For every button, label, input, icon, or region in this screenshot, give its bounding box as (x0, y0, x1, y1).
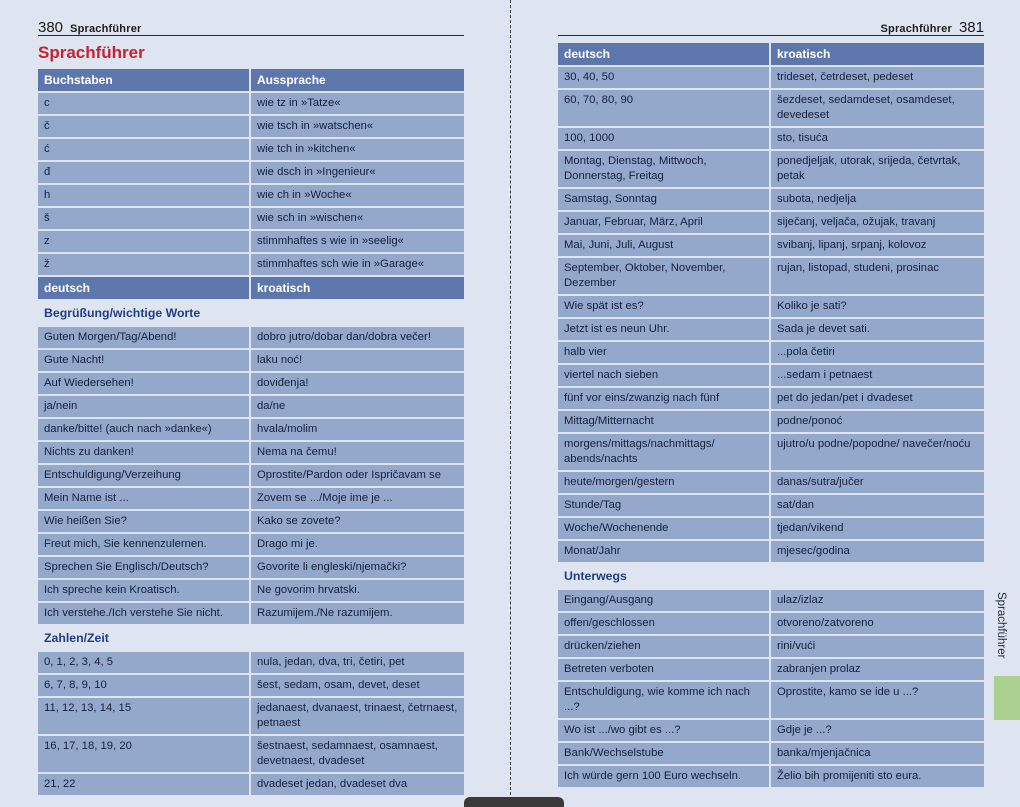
german-cell: Mai, Juni, Juli, August (558, 235, 771, 258)
table-row (38, 254, 464, 277)
table-row (558, 743, 984, 766)
croatian-cell: doviđenja! (251, 373, 464, 396)
german-cell: Jetzt ist es neun Uhr. (558, 319, 771, 342)
croatian-cell: stimmhaftes s wie in »seelig« (251, 231, 464, 254)
croatian-cell: šestnaest, sedamnaest, osamnaest, devetnaest, dvadeset (251, 736, 464, 774)
croatian-cell: wie tch in »kitchen« (251, 139, 464, 162)
croatian-cell: danas/sutra/jučer (771, 472, 984, 495)
table-row (38, 603, 464, 626)
table-row (558, 90, 984, 128)
german-cell: 30, 40, 50 (558, 67, 771, 90)
column-header: deutsch (38, 277, 251, 301)
german-cell: morgens/mittags/nachmittags/ abends/nachts (558, 434, 771, 472)
table-header-row (38, 69, 464, 93)
german-cell: đ (38, 162, 251, 185)
german-cell: Ich würde gern 100 Euro wechseln. (558, 766, 771, 789)
croatian-cell: banka/mjenjačnica (771, 743, 984, 766)
german-cell: Ich spreche kein Kroatisch. (38, 580, 251, 603)
german-cell: 16, 17, 18, 19, 20 (38, 736, 251, 774)
german-cell: Mein Name ist ... (38, 488, 251, 511)
column-header: Buchstaben (38, 69, 251, 93)
croatian-cell: Kako se zovete? (251, 511, 464, 534)
table-row (558, 128, 984, 151)
table-row (558, 682, 984, 720)
side-tab-marker (994, 676, 1020, 720)
croatian-cell: ...sedam i petnaest (771, 365, 984, 388)
table-header-row (558, 43, 984, 67)
german-cell: heute/morgen/gestern (558, 472, 771, 495)
table-row (38, 350, 464, 373)
table-row (558, 518, 984, 541)
table-row (558, 189, 984, 212)
section-heading: Unterwegs (558, 564, 984, 590)
table-row (38, 116, 464, 139)
croatian-cell: Oprostite, kamo se ide u ...? (771, 682, 984, 720)
running-head-right (558, 19, 984, 36)
german-cell: h (38, 185, 251, 208)
table-row (558, 636, 984, 659)
table-row (558, 541, 984, 564)
table-row (38, 419, 464, 442)
croatian-cell: Oprostite/Pardon oder Ispričavam se (251, 465, 464, 488)
german-cell: 0, 1, 2, 3, 4, 5 (38, 652, 251, 675)
table-row (558, 766, 984, 789)
croatian-cell: wie tz in »Tatze« (251, 93, 464, 116)
table-row (558, 258, 984, 296)
german-cell: 60, 70, 80, 90 (558, 90, 771, 128)
table-header-row (38, 277, 464, 301)
croatian-cell: sto, tisuća (771, 128, 984, 151)
section-heading-row (558, 564, 984, 590)
right-page (512, 0, 1020, 805)
table-row (38, 557, 464, 580)
croatian-cell: Nema na čemu! (251, 442, 464, 465)
croatian-cell: wie ch in »Woche« (251, 185, 464, 208)
croatian-cell: da/ne (251, 396, 464, 419)
croatian-cell: podne/ponoć (771, 411, 984, 434)
german-cell: September, Oktober, November, Dezember (558, 258, 771, 296)
section-heading: Zahlen/Zeit (38, 626, 464, 652)
section-title: Sprachführer (38, 43, 145, 62)
german-cell: Wie spät ist es? (558, 296, 771, 319)
croatian-cell: Ne govorim hrvatski. (251, 580, 464, 603)
german-cell: Bank/Wechselstube (558, 743, 771, 766)
croatian-cell: hvala/molim (251, 419, 464, 442)
german-cell: Woche/Wochenende (558, 518, 771, 541)
table-row (38, 774, 464, 797)
phrasebook-table-right (558, 43, 984, 789)
german-cell: Wo ist .../wo gibt es ...? (558, 720, 771, 743)
croatian-cell: Drago mi je. (251, 534, 464, 557)
table-row (558, 472, 984, 495)
page-fold (510, 0, 511, 805)
croatian-cell: ujutro/u podne/popodne/ navečer/noću (771, 434, 984, 472)
croatian-cell: otvoreno/zatvoreno (771, 613, 984, 636)
table-row (558, 720, 984, 743)
croatian-cell: tjedan/vikend (771, 518, 984, 541)
croatian-cell: jedanaest, dvanaest, trinaest, četrnaest, petnaest (251, 698, 464, 736)
croatian-cell: mjesec/godina (771, 541, 984, 564)
croatian-cell: Sada je devet sati. (771, 319, 984, 342)
croatian-cell: dobro jutro/dobar dan/dobra večer! (251, 327, 464, 350)
croatian-cell: Razumijem./Ne razumijem. (251, 603, 464, 626)
table-row (558, 495, 984, 518)
german-cell: Entschuldigung/Verzeihung (38, 465, 251, 488)
table-row (38, 736, 464, 774)
german-cell: ž (38, 254, 251, 277)
german-cell: viertel nach sieben (558, 365, 771, 388)
german-cell: Mittag/Mitternacht (558, 411, 771, 434)
german-cell: Auf Wiedersehen! (38, 373, 251, 396)
table-row (558, 434, 984, 472)
german-cell: Montag, Dienstag, Mittwoch, Donnerstag, Freitag (558, 151, 771, 189)
table-row (38, 442, 464, 465)
croatian-cell: siječanj, veljača, ožujak, travanj (771, 212, 984, 235)
croatian-cell: Koliko je sati? (771, 296, 984, 319)
page-number-right: 381 (958, 19, 984, 36)
table-row (558, 342, 984, 365)
german-cell: ć (38, 139, 251, 162)
german-cell: 21, 22 (38, 774, 251, 797)
table-row (38, 162, 464, 185)
croatian-cell: dvadeset jedan, dvadeset dva (251, 774, 464, 797)
side-tab-label: Sprachführer (995, 592, 1007, 659)
table-row (558, 67, 984, 90)
section-heading: Begrüßung/wichtige Worte (38, 301, 464, 327)
german-cell: Entschuldigung, wie komme ich nach ...? (558, 682, 771, 720)
german-cell: Januar, Februar, März, April (558, 212, 771, 235)
german-cell: Wie heißen Sie? (38, 511, 251, 534)
table-row (38, 373, 464, 396)
left-page (0, 0, 510, 805)
croatian-cell: Želio bih promijeniti sto eura. (771, 766, 984, 789)
table-row (38, 185, 464, 208)
column-header: deutsch (558, 43, 771, 67)
german-cell: Stunde/Tag (558, 495, 771, 518)
table-row (558, 365, 984, 388)
croatian-cell: wie dsch in »Ingenieur« (251, 162, 464, 185)
croatian-cell: svibanj, lipanj, srpanj, kolovoz (771, 235, 984, 258)
croatian-cell: ulaz/izlaz (771, 590, 984, 613)
table-row (38, 139, 464, 162)
croatian-cell: nula, jedan, dva, tri, četiri, pet (251, 652, 464, 675)
table-row (38, 675, 464, 698)
table-row (558, 235, 984, 258)
croatian-cell: laku noć! (251, 350, 464, 373)
table-row (38, 580, 464, 603)
german-cell: halb vier (558, 342, 771, 365)
croatian-cell: Gdje je ...? (771, 720, 984, 743)
german-cell: č (38, 116, 251, 139)
table-row (558, 613, 984, 636)
german-cell: ja/nein (38, 396, 251, 419)
german-cell: Sprechen Sie Englisch/Deutsch? (38, 557, 251, 580)
bottom-tab (464, 797, 564, 807)
german-cell: Betreten verboten (558, 659, 771, 682)
german-cell: Samstag, Sonntag (558, 189, 771, 212)
croatian-cell: ponedjeljak, utorak, srijeda, četvrtak, petak (771, 151, 984, 189)
croatian-cell: šest, sedam, osam, devet, deset (251, 675, 464, 698)
croatian-cell: rujan, listopad, studeni, prosinac (771, 258, 984, 296)
table-row (38, 396, 464, 419)
german-cell: danke/bitte! (auch nach »danke«) (38, 419, 251, 442)
croatian-cell: šezdeset, sedamdeset, osamdeset, devedeset (771, 90, 984, 128)
table-row (38, 465, 464, 488)
croatian-cell: zabranjen prolaz (771, 659, 984, 682)
running-head-title-left: Sprachführer (70, 23, 142, 35)
croatian-cell: stimmhaftes sch wie in »Garage« (251, 254, 464, 277)
section-heading-row (38, 626, 464, 652)
table-row (558, 296, 984, 319)
column-header: kroatisch (771, 43, 984, 67)
running-head-left (38, 19, 464, 36)
table-row (38, 327, 464, 350)
german-cell: Monat/Jahr (558, 541, 771, 564)
german-cell: Freut mich, Sie kennenzulernen. (38, 534, 251, 557)
german-cell: 100, 1000 (558, 128, 771, 151)
table-row (38, 698, 464, 736)
table-row (558, 212, 984, 235)
table-row (558, 590, 984, 613)
german-cell: fünf vor eins/zwanzig nach fünf (558, 388, 771, 411)
croatian-cell: pet do jedan/pet i dvadeset (771, 388, 984, 411)
running-head-title-right: Sprachführer (880, 23, 952, 35)
table-row (38, 231, 464, 254)
column-header: Aussprache (251, 69, 464, 93)
croatian-cell: trideset, četrdeset, pedeset (771, 67, 984, 90)
german-cell: z (38, 231, 251, 254)
german-cell: Nichts zu danken! (38, 442, 251, 465)
croatian-cell: Zovem se .../Moje ime je ... (251, 488, 464, 511)
croatian-cell: subota, nedjelja (771, 189, 984, 212)
phrasebook-table-left (38, 69, 464, 797)
table-row (558, 151, 984, 189)
table-row (558, 411, 984, 434)
table-row (38, 652, 464, 675)
german-cell: offen/geschlossen (558, 613, 771, 636)
croatian-cell: ...pola četiri (771, 342, 984, 365)
german-cell: c (38, 93, 251, 116)
table-row (558, 388, 984, 411)
croatian-cell: rini/vući (771, 636, 984, 659)
table-row (38, 93, 464, 116)
german-cell: Gute Nacht! (38, 350, 251, 373)
table-row (38, 208, 464, 231)
table-row (558, 659, 984, 682)
croatian-cell: wie tsch in »watschen« (251, 116, 464, 139)
german-cell: Eingang/Ausgang (558, 590, 771, 613)
table-row (38, 488, 464, 511)
table-row (38, 511, 464, 534)
german-cell: š (38, 208, 251, 231)
page-number-left: 380 (38, 19, 64, 36)
german-cell: drücken/ziehen (558, 636, 771, 659)
croatian-cell: Govorite li engleski/njemački? (251, 557, 464, 580)
german-cell: 11, 12, 13, 14, 15 (38, 698, 251, 736)
croatian-cell: wie sch in »wischen« (251, 208, 464, 231)
table-row (558, 319, 984, 342)
section-heading-row (38, 301, 464, 327)
german-cell: 6, 7, 8, 9, 10 (38, 675, 251, 698)
german-cell: Guten Morgen/Tag/Abend! (38, 327, 251, 350)
table-row (38, 534, 464, 557)
croatian-cell: sat/dan (771, 495, 984, 518)
column-header: kroatisch (251, 277, 464, 301)
german-cell: Ich verstehe./Ich verstehe Sie nicht. (38, 603, 251, 626)
